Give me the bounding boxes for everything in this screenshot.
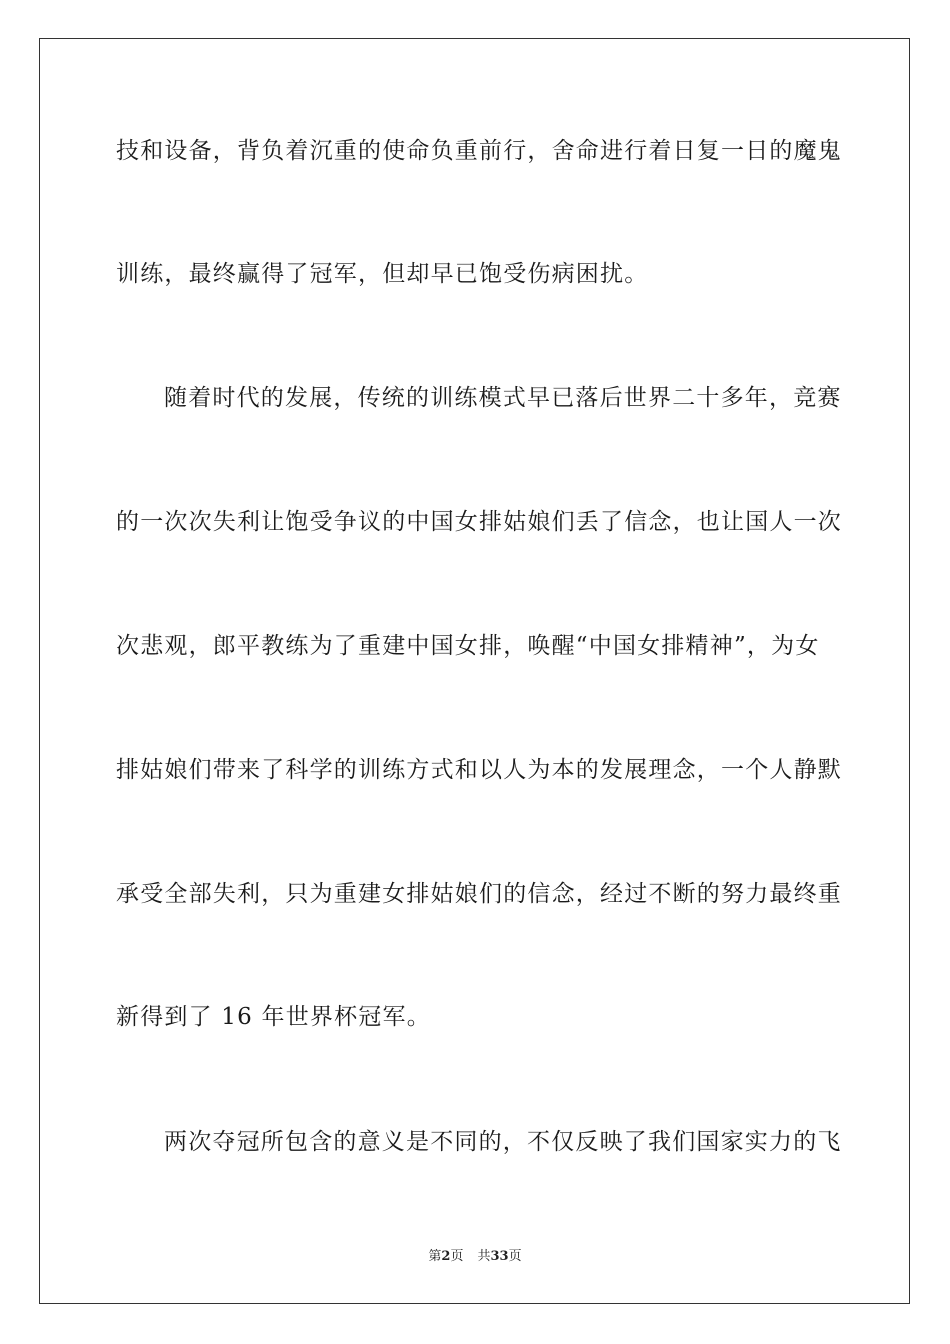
paragraph-line-4: 的一次次失利让饱受争议的中国女排姑娘们丢了信念，也让国人一次 — [116, 509, 842, 535]
footer-page-prefix: 第 — [428, 1249, 442, 1264]
paragraph-line-8: 新得到了 16 年世界杯冠军。 — [116, 1004, 431, 1030]
footer-page-number: 2 — [441, 1249, 451, 1264]
paragraph-line-7: 承受全部失利，只为重建女排姑娘们的信念，经过不断的努力最终重 — [116, 881, 842, 907]
page-footer — [0, 1248, 950, 1266]
paragraph-line-3: 随着时代的发展，传统的训练模式早已落后世界二十多年，竞赛 — [164, 385, 842, 411]
footer-total-prefix: 共 — [477, 1249, 491, 1264]
footer-total-pages: 33 — [490, 1249, 509, 1264]
footer-page-suffix: 页 — [450, 1249, 464, 1264]
paragraph-line-5: 次悲观，郎平教练为了重建中国女排，唤醒“中国女排精神”，为女 — [116, 633, 820, 659]
paragraph-line-1: 技和设备，背负着沉重的使命负重前行，舍命进行着日复一日的魔鬼 — [116, 138, 842, 164]
paragraph-line-6: 排姑娘们带来了科学的训练方式和以人为本的发展理念，一个人静默 — [116, 757, 842, 783]
paragraph-line-9: 两次夺冠所包含的意义是不同的，不仅反映了我们国家实力的飞 — [164, 1129, 842, 1155]
footer-total-suffix: 页 — [508, 1249, 522, 1264]
page-border — [39, 38, 910, 1304]
paragraph-line-2: 训练，最终赢得了冠军，但却早已饱受伤病困扰。 — [116, 261, 649, 287]
